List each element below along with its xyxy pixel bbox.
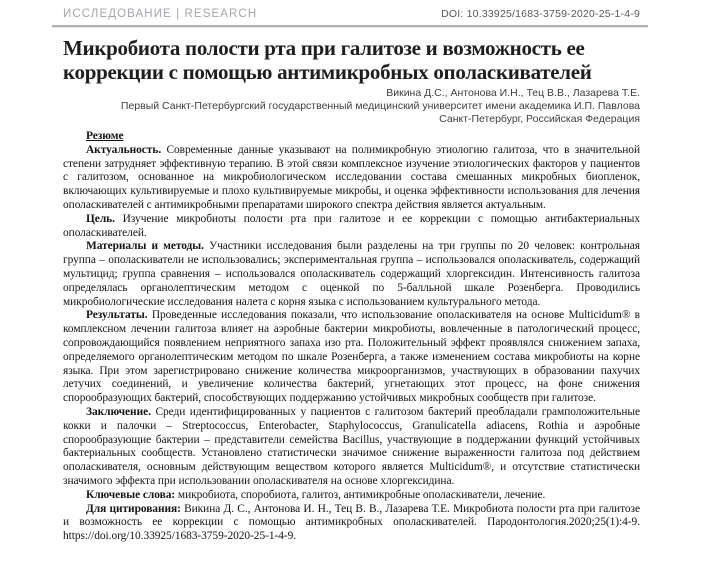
paragraph-label: Для цитирования: bbox=[86, 502, 181, 515]
article-authors: Викина Д.С., Антонова И.Н., Тец В.В., Лазарева Т.Е. bbox=[386, 87, 640, 99]
abstract-paragraph-results bbox=[63, 309, 640, 406]
abstract-paragraph-citation bbox=[63, 503, 640, 544]
paragraph-text: Современные данные указывают на полимикробную этиологию галитоза, что в значительной степени затрудняет эффективную терапию. В этой связи комплексное изучение этиологических факторов у пациентов с галитозом, основанное на микробиологическом исследовании состава смешанных микробных биопленок, включающих культивируемые и плохо культивируемые микробы, и оценка эффективности использования для лечения ополаскивателей с антимикробными препаратами широкого спектра действия является актуальным. bbox=[63, 143, 640, 211]
paragraph-text: микробиота, споробиота, галитоз, антимикробные ополаскиватели, лечение. bbox=[177, 488, 546, 501]
abstract-paragraph-methods bbox=[63, 240, 640, 309]
paragraph-label: Ключевые слова: bbox=[86, 488, 176, 501]
paragraph-label: Заключение. bbox=[86, 405, 151, 418]
paragraph-label: Результаты. bbox=[86, 309, 148, 322]
abstract-section bbox=[63, 130, 640, 544]
paragraph-text: Изучение микробиоты полости рта при галитозе и ее коррекции с помощью антибактериальных ополаскивателей. bbox=[63, 212, 640, 239]
abstract-paragraph-conclusion bbox=[63, 406, 640, 489]
header bbox=[63, 8, 640, 20]
paragraph-label: Цель. bbox=[86, 212, 115, 225]
article-affiliation-line2: Санкт-Петербург, Российская Федерация bbox=[439, 113, 640, 125]
abstract-paragraph-aim bbox=[63, 213, 640, 241]
paragraph-label: Материалы и методы. bbox=[86, 240, 204, 253]
abstract-heading: Резюме bbox=[86, 130, 124, 142]
article-title: Микробиота полости рта при галитозе и возможность ее коррекции с помощью антимикробных ополаскивателей bbox=[63, 36, 592, 84]
paragraph-text: Среди идентифицированных у пациентов с галитозом бактерий преобладали грамположительные кокки и палочки – Streptococcus, Enterobacter, Staphylococcus, Granulicatella adiacens, Rothia и аэробные спорообразующие бактерии – представители семейства Bacillus, участвующие в поддержании функций устойчивых бактериальных сообществ. Установлено статистически значимое снижение выраженности галитоза под действием ополаскивателя, основным действующим веществом которого является Multicidum®, и отсутствие статистически значимого эффекта при использовании ополаскивателя на основе хлоргексидина. bbox=[63, 405, 640, 487]
paragraph-label: Актуальность. bbox=[86, 143, 162, 156]
paragraph-text: Участники исследования были разделены на три группы по 20 человек: контрольная группа – ополаскиватели не использовались; экспериментальная группа – использовался ополаскиватель, содержащий мультицид; группа сравнения – использовался ополаскиватель содержащий хлоргексидин. Интенсивность галитоза определялась органолептическим методом с оценкой по 5-балльной шкале Розенберга. Проводились микробиологические исследования налета с корня языка с использованием культурального метода. bbox=[63, 240, 640, 308]
abstract-paragraph-relevance bbox=[63, 144, 640, 213]
header-divider bbox=[52, 25, 648, 28]
abstract-paragraph-keywords bbox=[63, 489, 640, 503]
paragraph-text: Проведенные исследования показали, что использование ополаскивателя на основе Multicidum® в комплексном лечении галитоза влияет на аэробные бактерии микробиоты, вовлеченные в патологический процесс, сопровождающийся появлением неприятного запаха изо рта. Положительный эффект проявлялся снижением запаха, определяемого органолептическим методом по шкале Розенберга, а также изменением состава микробиоты на корне языка. При этом зарегистрировано снижение количества микроорганизмов, участвующих в образовании пахучих летучих соединений, и увеличение количества бактерий, угнетающих этот процесс, на фоне снижения спорообразующих бактерий, способствующих поддержанию устойчивых микробных сообществ при галитозе. bbox=[63, 309, 640, 405]
section-label: ИССЛЕДОВАНИЕ | RESEARCH bbox=[63, 8, 258, 20]
article-affiliation-line1: Первый Санкт-Петербургский государственный медицинский университет имени академика И.П. Павлова bbox=[120, 100, 640, 112]
doi-text: DOI: 10.33925/1683-3759-2020-25-1-4-9 bbox=[441, 8, 640, 20]
paragraph-text: Викина Д. С., Антонова И. Н., Тец В. В., Лазарева Т.Е. Микробиота полости рта при галитозе и возможность ее коррекции с помощью антимикробных ополаскивателей. Пародонтология.2020;25(1):4-9. https://doi.org/10.33925/1683-3759-2020-25-1-4-9. bbox=[63, 502, 640, 543]
